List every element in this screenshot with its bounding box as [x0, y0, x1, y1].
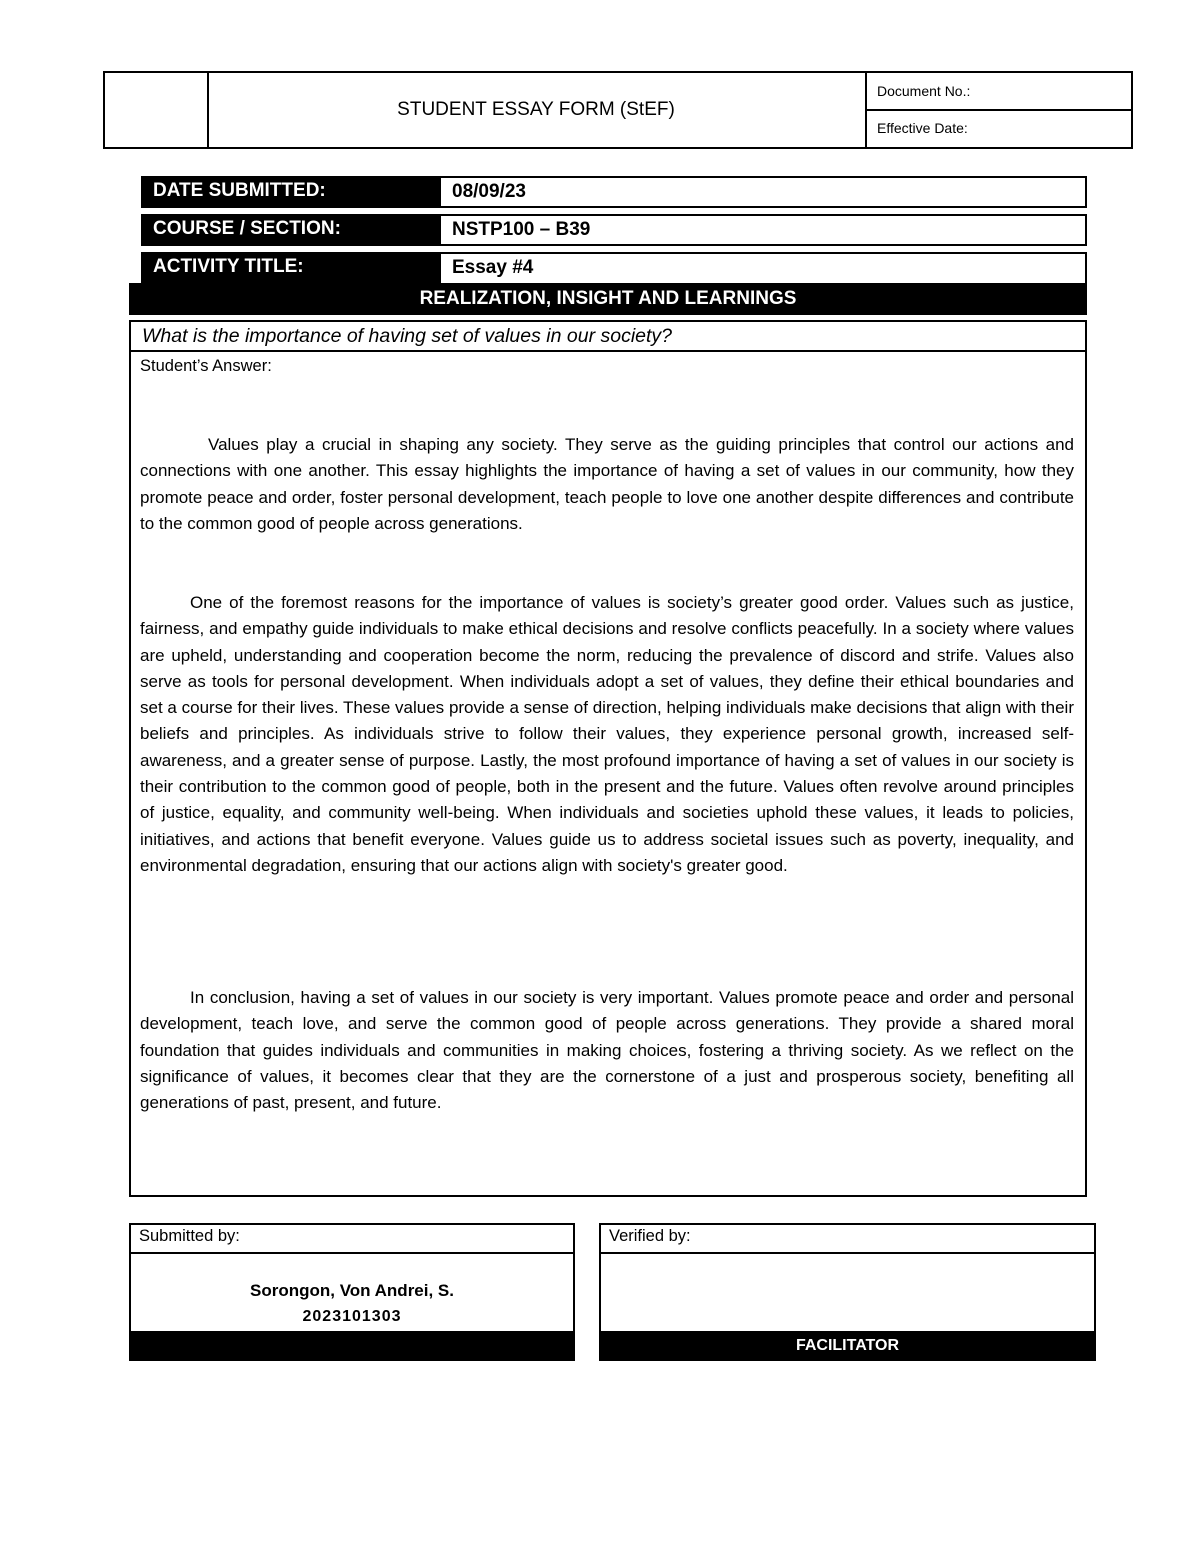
form-title: STUDENT ESSAY FORM (StEF) — [207, 71, 867, 149]
facilitator-label: FACILITATOR — [599, 1331, 1096, 1361]
submitted-by-label: Submitted by: — [129, 1223, 575, 1254]
student-id: 2023101303 — [302, 1308, 402, 1325]
answer-label: Student’s Answer: — [140, 357, 272, 375]
date-submitted-label: DATE SUBMITTED: — [141, 176, 441, 208]
date-submitted-value: 08/09/23 — [439, 176, 1087, 208]
submitted-by-bar — [129, 1331, 575, 1361]
logo-cell — [103, 71, 209, 149]
document-no-label: Document No.: — [865, 71, 1133, 111]
answer-paragraph-1: Values play a crucial in shaping any society. They serve as the guiding principles that control our actions and connections with one another. This essay highlights the importance of having a set of values in our community, how they promote peace and order, foster personal development, teach people to love one another despite differences and contribute to the common good of people across generations. — [140, 435, 1074, 533]
effective-date-label: Effective Date: — [877, 120, 968, 136]
student-name: Sorongon, Von Andrei, S. — [250, 1281, 454, 1300]
section-heading: REALIZATION, INSIGHT AND LEARNINGS — [129, 283, 1087, 315]
verified-by-label: Verified by: — [599, 1223, 1096, 1254]
answer-paragraph-2: One of the foremost reasons for the importance of values is society’s greater good order. Values such as justice, fairness, and empathy guide individuals to make ethical decisions and resolve conflicts peacefully. In a society where values are upheld, understanding and cooperation become the norm, reducing the prevalence of discord and strife. Values also serve as tools for personal development. When individuals adopt a set of values, they define their ethical boundaries and set a course for their lives. These values provide a sense of direction, helping individuals make decisions that align with their beliefs and principles. As individuals strive to follow their values, they experience personal growth, increased self-awareness, and a greater sense of purpose. Lastly, the most profound importance of having a set of values in our society is their contribution to the common good of people, both in the present and the future. Values often revolve around principles of justice, equality, and community well-being. When individuals and societies uphold these values, it leads to policies, initiatives, and actions that benefit everyone. Values guide us to address societal issues such as poverty, inequality, and environmental degradation, ensuring that our actions align with society's greater good. — [140, 593, 1074, 875]
course-section-value: NSTP100 – B39 — [439, 214, 1087, 246]
activity-title-label: ACTIVITY TITLE: — [141, 252, 441, 284]
activity-title-value: Essay #4 — [439, 252, 1087, 284]
answer-paragraph-3: In conclusion, having a set of values in our society is very important. Values promote peace and order and personal development, teach love, and serve the common good of people across generations. They provide a shared moral foundation that guides individuals and communities in making choices, fostering a thriving society. As we reflect on the significance of values, it becomes clear that they are the cornerstone of a just and prosperous society, benefiting all generations of past, present, and future. — [140, 988, 1074, 1113]
course-section-label: COURSE / SECTION: — [141, 214, 441, 246]
essay-question: What is the importance of having set of values in our society? — [129, 320, 1087, 352]
